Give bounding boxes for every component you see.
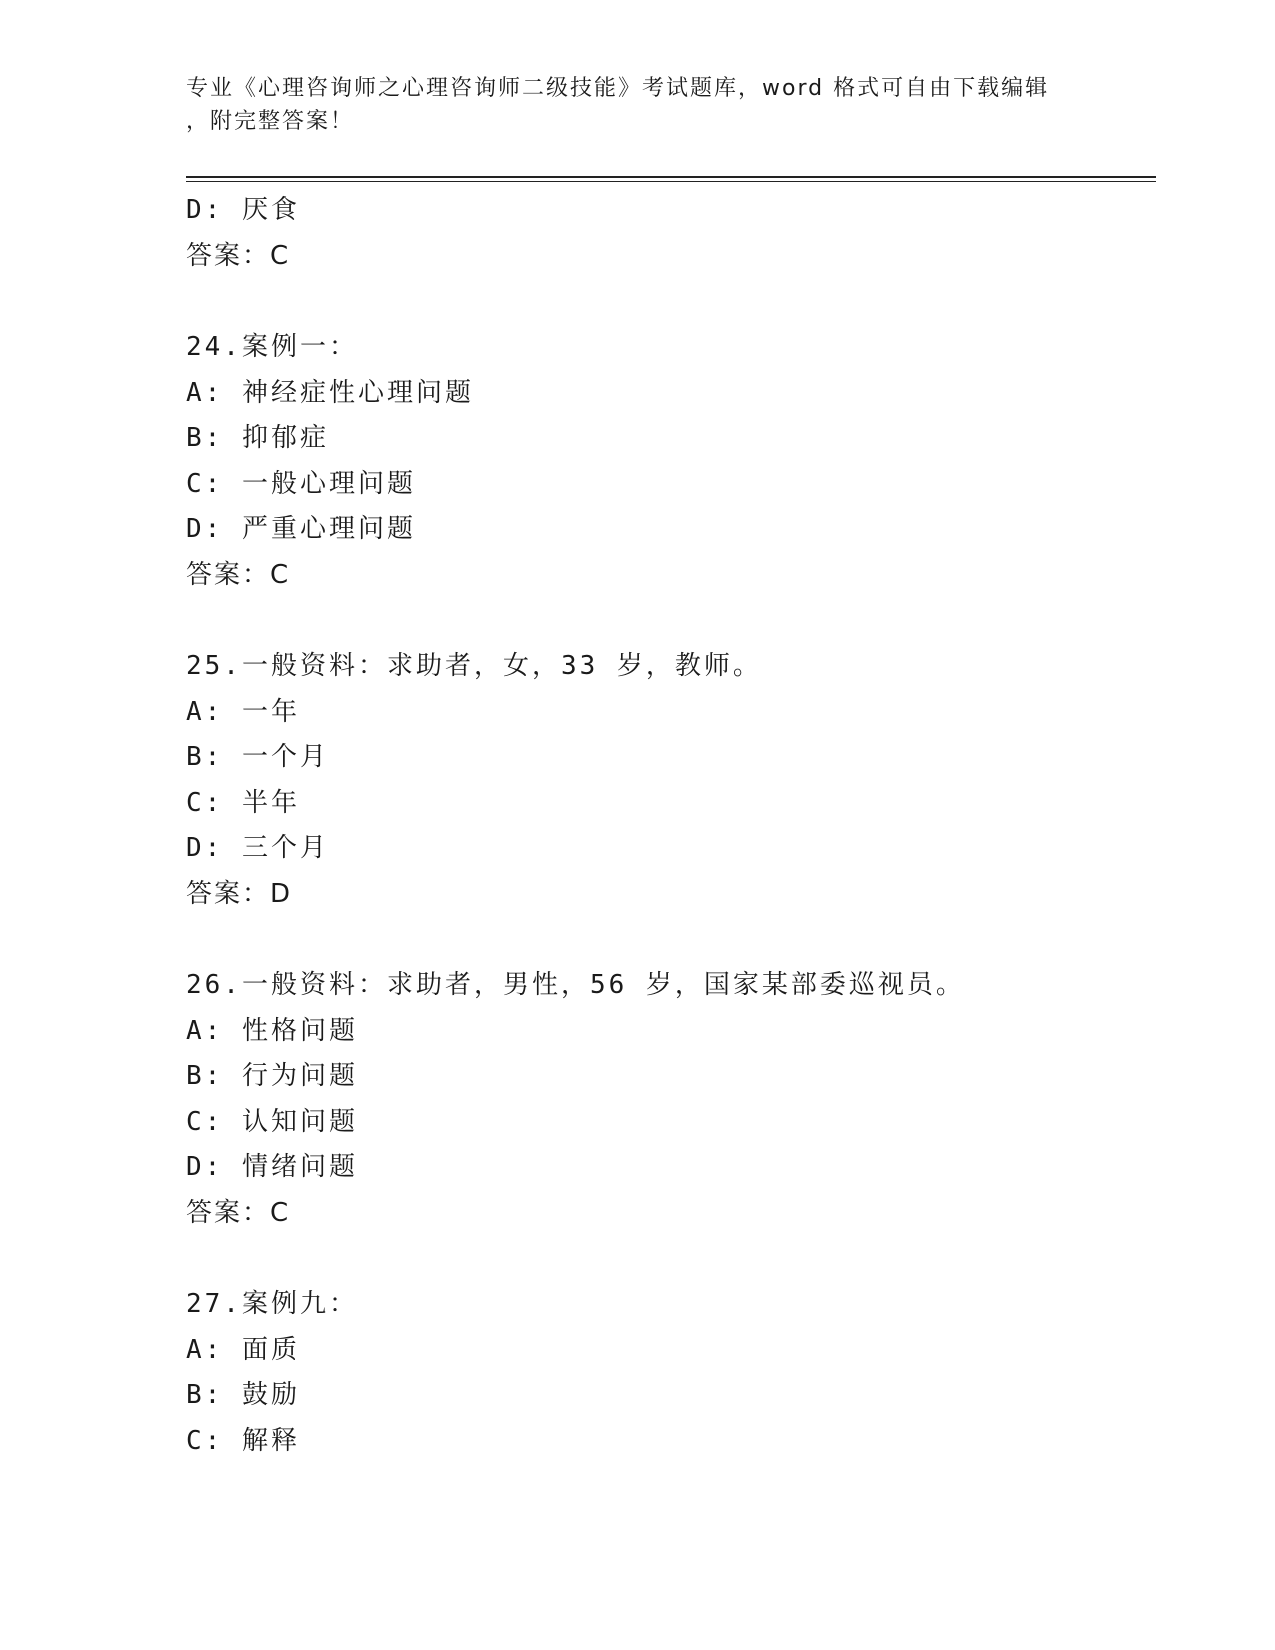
option-b: B: 鼓励 [186,1380,300,1410]
option-c: C: 认知问题 [186,1106,358,1137]
question-title: 25.一般资料：求助者，女，33 岁，教师。 [186,651,762,681]
question-title: 24.案例一： [186,332,358,362]
option-a: A: 一年 [186,696,300,727]
header-divider-thick [186,176,1156,178]
spacer [186,917,1156,963]
option-b: B: 行为问题 [186,1061,358,1091]
option-c: C: 一般心理问题 [186,468,416,499]
option-b: B: 抑郁症 [186,423,329,453]
answer: 答案：C [186,559,291,590]
question-title: 27.案例九： [186,1289,358,1319]
question-list [186,188,1156,1464]
option-d: D: 厌食 [186,195,300,225]
document-header [186,72,1066,138]
answer: 答案：C [186,240,291,271]
option-d: D: 情绪问题 [186,1152,358,1182]
option-c: C: 解释 [186,1425,300,1456]
spacer [186,1236,1156,1282]
option-d: D: 三个月 [186,833,329,863]
option-d: D: 严重心理问题 [186,514,416,544]
option-a: A: 性格问题 [186,1015,358,1046]
answer: 答案：C [186,1197,291,1228]
header-line-2: ，附完整答案！ [186,109,355,134]
spacer [186,279,1156,325]
answer: 答案：D [186,878,293,909]
option-b: B: 一个月 [186,742,329,772]
spacer [186,598,1156,644]
option-a: A: 面质 [186,1334,300,1365]
question-title: 26.一般资料：求助者，男性，56 岁，国家某部委巡视员。 [186,970,965,1000]
option-c: C: 半年 [186,787,300,818]
header-line-1: 专业《心理咨询师之心理咨询师二级技能》考试题库，word 格式可自由下载编辑 [186,76,1050,101]
header-divider-thin [186,181,1156,182]
option-a: A: 神经症性心理问题 [186,377,474,408]
